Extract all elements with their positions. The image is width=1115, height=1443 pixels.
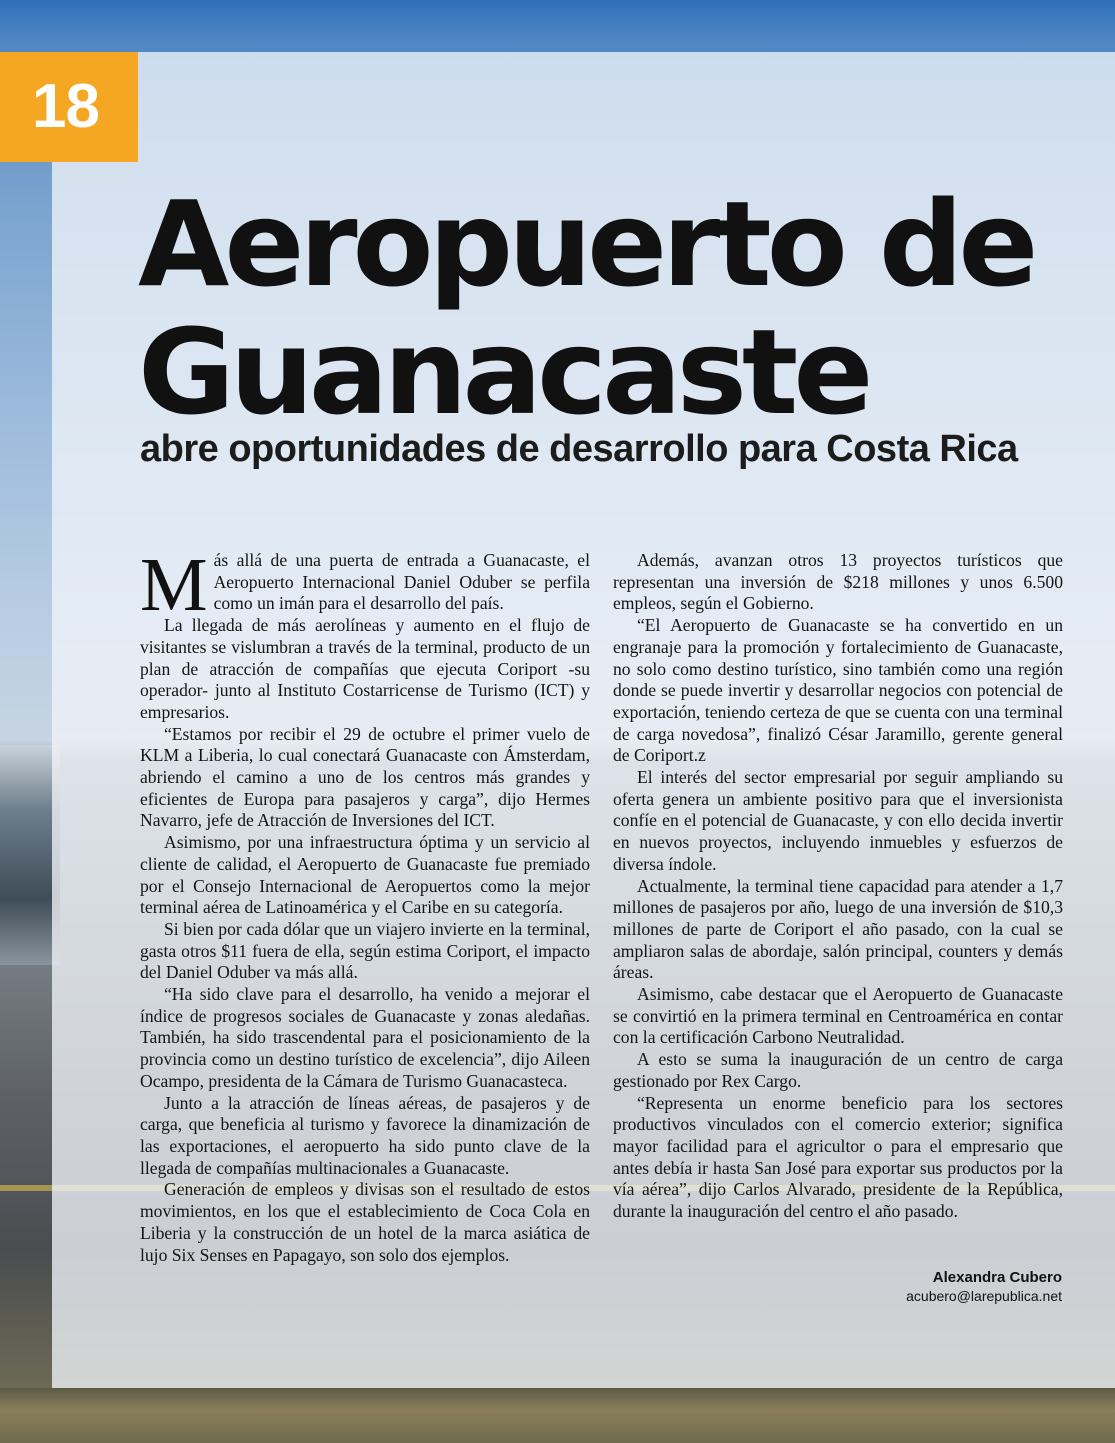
- grass-strip-image: [0, 1388, 1115, 1443]
- lead-text: ás allá de una puerta de entrada a Guanacaste, el Aeropuerto Internacional Daniel Oduber se perfila como un imán para el desarrollo del país.: [213, 550, 590, 614]
- author-byline: [780, 1268, 1062, 1305]
- article-column-right: [613, 550, 1063, 1223]
- author-email[interactable]: acubero@larepublica.net: [906, 1288, 1062, 1304]
- paragraph: La llegada de más aerolíneas y aumento en el flujo de visitantes se vislumbran a través de la terminal, producto de un plan de atracción de compañías que ejecuta Coriport -su operador- junto al Instituto Costarricense de Turismo (ICT) y empresarios.: [140, 615, 590, 722]
- article-column-left: [140, 543, 590, 1266]
- paragraph: Si bien por cada dólar que un viajero invierte en la terminal, gasta otros $11 fuera de ella, según estima Coriport, el impacto del Daniel Oduber va más allá.: [140, 918, 590, 983]
- author-name: Alexandra Cubero: [932, 1269, 1062, 1286]
- lead-paragraph: [140, 543, 590, 627]
- paragraph: El interés del sector empresarial por seguir ampliando su oferta genera un ambiente positivo para que el inversionista confíe en el potencial de Guanacaste, y con ello decida invertir en nuevos proyectos, incluyendo inmuebles y esfuerzos de diversa índole.: [613, 767, 1063, 874]
- paragraph: Junto a la atracción de líneas aéreas, de pasajeros y de carga, que beneficia al turismo y favorece la dinamización de las exportaciones, el aeropuerto ha sido punto clave de la llegada de compañías multinacionales a Guanacaste.: [140, 1092, 590, 1178]
- paragraph: Generación de empleos y divisas son el resultado de estos movimientos, en los que el establecimiento de Coca Cola en Liberia y la construcción de un hotel de la marca asiática de lujo Six Senses en Papagayo, son solo dos ejemplos.: [140, 1179, 590, 1265]
- terminal-building-image: [0, 745, 60, 965]
- paragraph: Asimismo, por una infraestructura óptima y un servicio al cliente de calidad, el Aeropuerto de Guanacaste fue premiado por el Consejo Internacional de Aeropuertos como la mejor terminal aérea de Latinoamérica y el Caribe en su categoría.: [140, 832, 590, 918]
- paragraph: A esto se suma la inauguración de un centro de carga gestionado por Rex Cargo.: [613, 1049, 1063, 1091]
- paragraph: “Representa un enorme beneficio para los sectores productivos vinculados con el comercio exterior; significa mayor facilidad para el agricultor o para el empresario que antes debía ir hasta San José para exportar sus productos por la vía aérea”, dijo Carlos Alvarado, presidente de la República, durante la inauguración del centro el año pasado.: [613, 1092, 1063, 1222]
- paragraph: Además, avanzan otros 13 proyectos turísticos que representan una inversión de $218 millones y unos 6.500 empleos, según el Gobierno.: [613, 550, 1063, 614]
- article-subtitle: abre oportunidades de desarrollo para Costa Rica: [140, 428, 1018, 470]
- paragraph: Asimismo, cabe destacar que el Aeropuerto de Guanacaste se convirtió en la primera terminal en Centroamérica en contar con la certificación Carbono Neutralidad.: [613, 984, 1063, 1048]
- page-number: 18: [0, 52, 138, 162]
- paragraph: Actualmente, la terminal tiene capacidad para atender a 1,7 millones de pasajeros por año, luego de una inversión de $10,3 millones de parte de Coriport el año pasado, con la cual se ampliaron salas de abordaje, salón principal, counters y demás áreas.: [613, 875, 1063, 983]
- article-title: Aeropuerto de Guanacaste: [138, 175, 1034, 441]
- paragraph: “El Aeropuerto de Guanacaste se ha convertido en un engranaje para la promoción y fortalecimiento de Guanacaste, no solo como destino turístico, sino también como una región donde se puede invertir y desarrollar negocios con potencial de exportación, teniendo certeza de que se cuenta con una terminal de carga novedosa”, finalizó César Jaramillo, gerente general de Coriport.z: [613, 615, 1063, 766]
- paragraph: “Ha sido clave para el desarrollo, ha venido a mejorar el índice de progresos sociales de Guanacaste y zonas aledañas. También, ha sido trascendental para el posicionamiento de la provincia como un destino turístico de excelencia”, dijo Aileen Ocampo, presidenta de la Cámara de Turismo Guanacasteca.: [140, 984, 590, 1091]
- drop-cap: M: [140, 543, 208, 627]
- paragraph: “Estamos por recibir el 29 de octubre el primer vuelo de KLM a Liberia, lo cual conectará Guanacaste con Ámsterdam, abriendo el camino a uno de los centros más grandes y eficientes de Europa para pasajeros y carga”, dijo Hermes Navarro, jefe de Atracción de Inversiones del ICT.: [140, 723, 590, 831]
